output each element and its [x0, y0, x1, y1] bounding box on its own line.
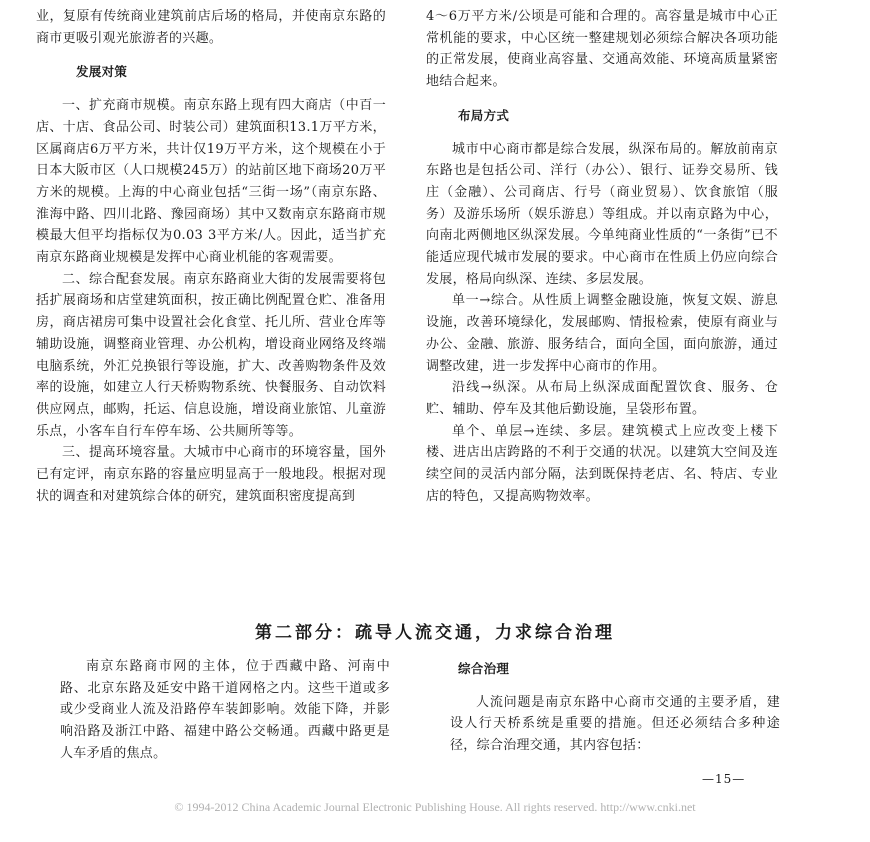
section-title: 第二部分：疏导人流交通，力求综合治理: [255, 623, 615, 643]
right-column: [426, 6, 778, 507]
page-number: —15—: [702, 772, 746, 786]
left-paragraph-continued: 业，复原有传统商业建筑前店后场的格局，并使南京东路的商市更吸引观光旅游者的兴趣。: [36, 9, 386, 46]
left-paragraph-1: 一、扩充商市规模。南京东路上现有四大商店（中百一店、十店、食品公司、时装公司）建筑面积13.1万平方米，区属商店6万平方米，共计仅19万平方米，这个规模在小于日本大阪市区（人口规模245万）的站前区地下商场20万平方米的规模。上海的中心商业包括“三街一场”（南京东路、淮海中路、四川北路、豫园商场）其中又数南京东路商市规模最大但平均指标仅为0.03 3平方米/人。因此，适当扩充南京东路商业规模是发挥中心商业机能的客观需要。: [36, 98, 386, 266]
left-column: [36, 6, 386, 507]
right-paragraph-4: 单个、单层→连续、多层。建筑模式上应改变上楼下楼、进店出店跨路的不利于交通的状况。以建筑大空间及连续空间的灵活内部分隔，法到既保持老店、名、特店、专业店的特色，又提高购物效率。: [426, 423, 778, 504]
bottom-left-column: [60, 656, 390, 765]
bottom-left-paragraph: 南京东路商市网的主体，位于西藏中路、河南中路、北京东路及延安中路干道网格之内。这些干道或多或少受商业人流及沿路停车装卸影响。效能下降，并影响沿路及浙江中路、福建中路公交畅通。西藏中路更是人车矛盾的焦点。: [60, 659, 390, 761]
bottom-right-column: [450, 652, 780, 757]
left-paragraph-3: 三、提高环境容量。大城市中心商市的环境容量，国外已有定评，南京东路的容量应明显高于一般地段。根据对现状的调查和对建筑综合体的研究，建筑面积密度提高到: [36, 445, 386, 504]
right-paragraph-1: 城市中心商市都是综合发展，纵深布局的。解放前南京东路也是包括公司、洋行（办公）、银行、证券交易所、钱庄（金融）、公司商店、行号（商业贸易）、饮食旅馆（服务）及游乐场所（娱乐游息）等组成。并以南京路为中心，向南北两侧地区纵深发展。今单纯商业性质的“一条街”已不能适应现代城市发展的要求。中心商市在性质上仍应向综合发展，格局向纵深、连续、多层发展。: [426, 141, 778, 287]
bottom-right-paragraph: 人流问题是南京东路中心商市交通的主要矛盾，建设人行天桥系统是重要的措施。但还必须结合多种途径，综合治理交通，其内容包括：: [450, 694, 780, 754]
heading-layout-method: 布局方式: [458, 107, 510, 123]
right-paragraph-2: 单一→综合。从性质上调整金融设施，恢复文娱、游息设施，改善环境绿化，发展邮购、情报检索，使原有商业与办公、金融、旅游、服务结合，面向全国，面向旅游，通过调整改建，进一步发挥中心商市的作用。: [426, 293, 778, 374]
left-paragraph-2: 二、综合配套发展。南京东路商业大街的发展需要将包括扩展商场和店堂建筑面积，按正确比例配置仓贮、准备用房，商店裙房可集中设置社会化食堂、托儿所、营业仓库等辅助设施，调整商业管理、办公机构，增设商业网络及终端电脑系统，外汇兑换银行等设施，扩大、改善购物条件及效率的设施，如建立人行天桥购物系统、快餐服务、自动饮料供应网点，邮购，托运、信息设施，增设商业旅馆、儿童游乐点，小客车自行车停车场、公共厕所等等。: [36, 271, 386, 439]
heading-comprehensive-governance: 综合治理: [458, 661, 510, 676]
copyright-footer: © 1994-2012 China Academic Journal Electronic Publishing House. All rights reserved. http://www.cnki.net: [174, 800, 696, 814]
right-paragraph-3: 沿线→纵深。从布局上纵深成面配置饮食、服务、仓贮、辅助、停车及其他后勤设施，呈袋形布置。: [426, 380, 778, 417]
right-paragraph-continued: 4～6万平方米/公顷是可能和合理的。高容量是城市中心正常机能的要求，中心区统一整建规划必须综合解决各项功能的正常发展，使商业高容量、交通高效能、环境高质量紧密地结合起来。: [426, 9, 778, 90]
heading-development-strategy: 发展对策: [76, 64, 128, 80]
